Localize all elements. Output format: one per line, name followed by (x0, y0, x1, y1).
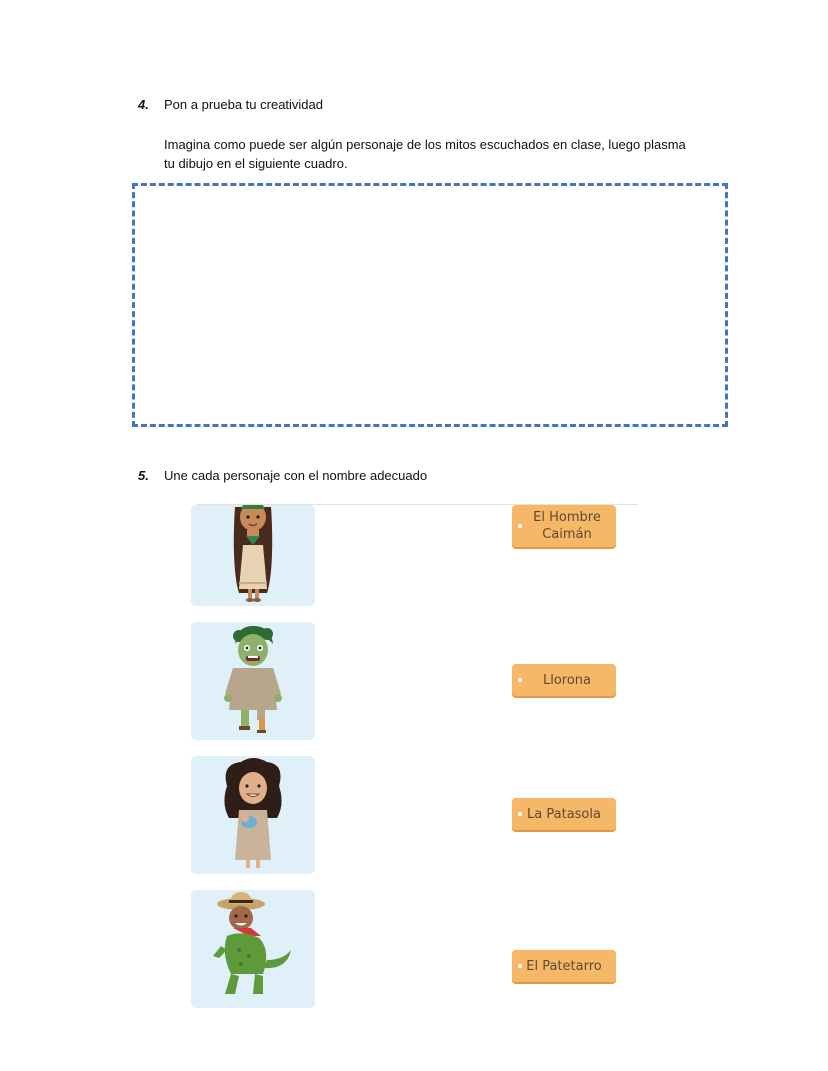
question-4-number: 4. (138, 97, 149, 112)
instruction-line-1: Imagina como puede ser algún personaje de los mitos escuchados en clase, luego plasma (164, 137, 686, 152)
name-tag-2[interactable] (512, 664, 616, 696)
character-card-4[interactable] (191, 890, 315, 1008)
name-tag-label: El Hombre Caimán (533, 510, 601, 542)
bullet-dot-icon (518, 524, 522, 528)
wild-hair-woman-icon (191, 756, 315, 874)
name-tag-label: Llorona (542, 672, 592, 688)
question-5-title: Une cada personaje con el nombre adecuado (164, 468, 428, 483)
name-tag-3[interactable] (512, 798, 616, 830)
caiman-man-icon (191, 890, 315, 1008)
character-card-3[interactable] (191, 756, 315, 874)
character-card-1[interactable] (191, 505, 315, 606)
name-tag-label: La Patasola (527, 806, 601, 822)
name-tag-1[interactable] (512, 505, 616, 547)
zombie-man-icon (191, 622, 315, 740)
indigenous-woman-icon (191, 505, 315, 606)
name-tag-label: El Patetarro (526, 958, 602, 974)
question-4-instructions (164, 135, 724, 173)
bullet-dot-icon (518, 812, 522, 816)
character-card-2[interactable] (191, 622, 315, 740)
name-tag-4[interactable] (512, 950, 616, 982)
bullet-dot-icon (518, 678, 522, 682)
drawing-area[interactable] (132, 183, 728, 427)
question-4-title: Pon a prueba tu creatividad (164, 97, 323, 112)
instruction-line-2: tu dibujo en el siguiente cuadro. (164, 156, 348, 171)
question-5-number: 5. (138, 468, 149, 483)
bullet-dot-icon (518, 964, 522, 968)
